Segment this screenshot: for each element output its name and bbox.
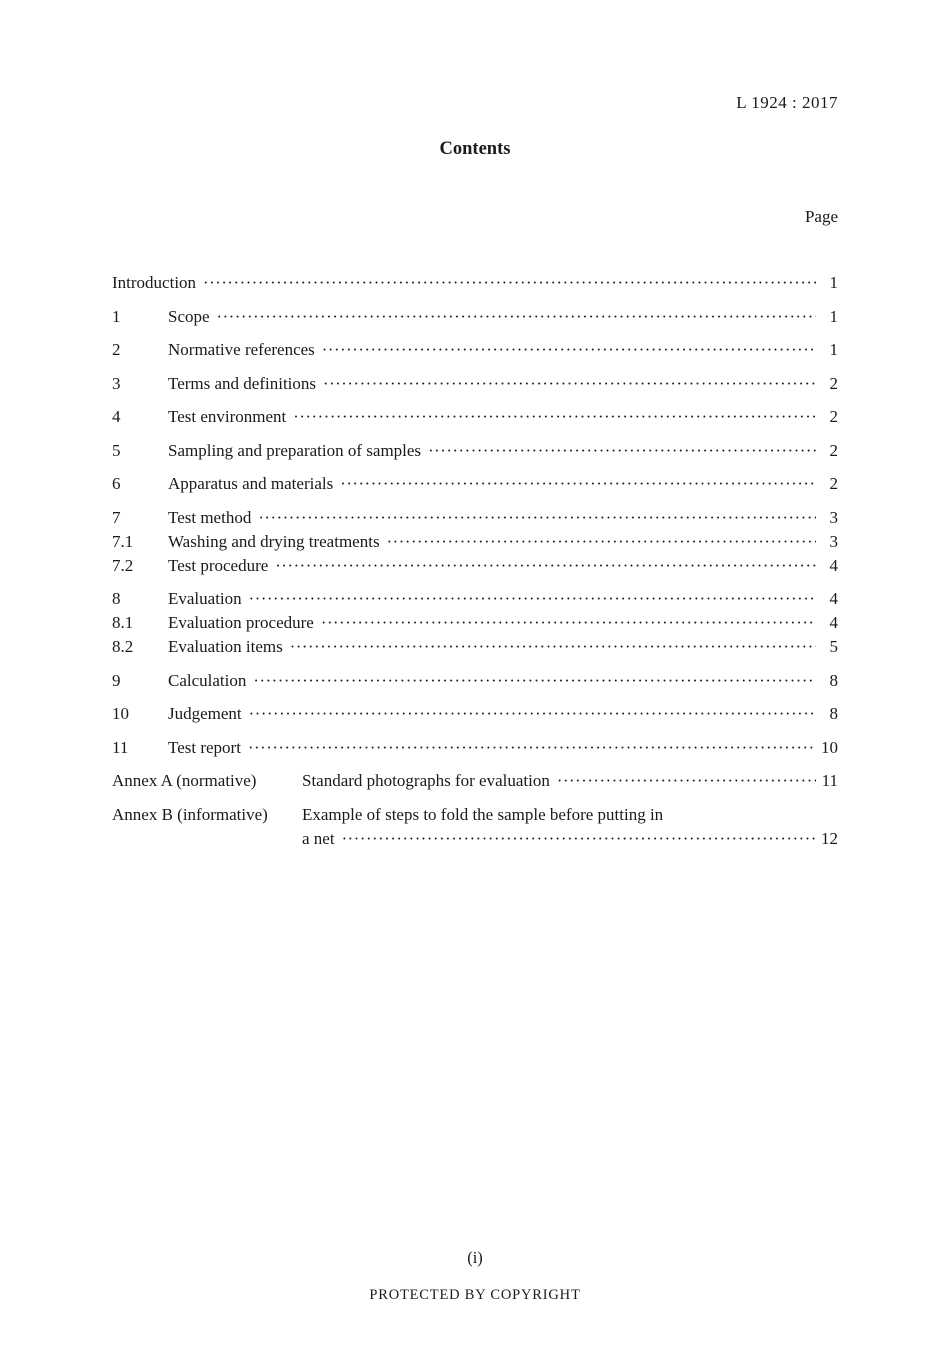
toc-entry-page: 2 [829,407,838,426]
toc-entry-calculation [112,671,838,691]
toc-entry-number: 5 [112,440,121,460]
toc-entry-page: 12 [821,828,838,848]
toc-entry-label: Introduction [112,273,197,292]
toc-entry-page: 2 [829,474,838,493]
toc-entry-page: 4 [829,555,838,575]
toc-entry-label: Sampling and preparation of samples [168,440,422,460]
toc-entry-page: 5 [829,637,838,656]
dot-leader [210,307,816,327]
toc-entry-test-procedure [112,556,838,576]
dot-leader [333,474,816,494]
dot-leader [242,589,816,609]
toc-entry-evaluation-procedure [112,613,838,633]
toc-entry-number: 10 [112,704,129,723]
toc-entry-number: 8.2 [112,637,134,656]
toc-entry-annex-b-line2 [112,829,838,849]
toc-entry-number: 7.1 [112,531,134,551]
toc-entry-label: Scope [168,306,210,326]
annex-name: Annex A (normative) [112,771,257,790]
dot-leader [550,771,816,791]
copyright-notice: PROTECTED BY COPYRIGHT [369,1287,581,1303]
toc-entry-washing-drying [112,532,838,552]
toc-entry-label: Calculation [168,670,247,690]
toc-entry-label: Evaluation items [168,637,283,656]
table-of-contents [112,273,838,849]
toc-entry-number: 2 [112,340,121,359]
toc-entry-introduction [112,273,838,293]
dot-leader [246,671,816,691]
annex-title-line1: Example of steps to fold the sample before putting in [302,804,664,824]
toc-entry-annex-a [112,771,838,791]
toc-entry-label: Terms and definitions [168,373,317,393]
toc-entry-number: 8 [112,589,121,608]
footer-page-number: (i) [467,1248,483,1267]
toc-entry-number: 4 [112,407,121,426]
toc-entry-page: 1 [829,306,838,326]
toc-entry-number: 7.2 [112,555,134,575]
annex-title: Standard photographs for evaluation [302,771,550,790]
toc-entry-evaluation-items [112,637,838,657]
toc-entry-page: 4 [829,589,838,608]
dot-leader [242,704,816,724]
dot-leader [421,441,816,461]
dot-leader [286,407,816,427]
annex-title-line2: a net [302,828,335,848]
dot-leader [314,613,816,633]
dot-leader [196,273,816,293]
dot-leader [268,556,816,576]
toc-entry-test-report [112,738,838,758]
standard-reference: L 1924 : 2017 [736,93,838,112]
annex-name: Annex B (informative) [112,804,268,824]
toc-entry-label: Test environment [168,407,287,426]
toc-entry-label: Test report [168,737,241,757]
toc-entry-number: 8.1 [112,613,134,632]
toc-entry-page: 2 [829,373,838,393]
dot-leader [315,340,816,360]
toc-entry-label: Normative references [168,340,315,359]
toc-entry-page: 3 [829,531,838,551]
toc-entry-page: 1 [829,273,838,292]
toc-entry-evaluation [112,589,838,609]
toc-entry-scope [112,307,838,327]
page-title: Contents [439,139,511,159]
toc-entry-label: Test method [168,507,252,527]
toc-entry-page: 8 [829,670,838,690]
toc-entry-terms-and-definitions [112,374,838,394]
toc-entry-page: 8 [829,704,838,723]
toc-entry-number: 11 [112,737,129,757]
toc-entry-normative-references [112,340,838,360]
toc-entry-page: 10 [821,737,838,757]
toc-entry-label: Washing and drying treatments [168,531,380,551]
toc-entry-test-environment [112,407,838,427]
dot-leader [251,508,816,528]
toc-entry-number: 3 [112,373,121,393]
dot-leader [335,829,816,849]
toc-entry-page: 2 [829,440,838,460]
dot-leader [316,374,816,394]
toc-entry-number: 9 [112,670,121,690]
toc-entry-annex-b-line1 [112,805,838,825]
toc-entry-label: Evaluation [168,589,242,608]
toc-entry-label: Evaluation procedure [168,613,314,632]
toc-entry-page: 11 [821,771,838,790]
toc-entry-sampling [112,441,838,461]
toc-entry-number: 6 [112,474,121,493]
page-column-label: Page [804,207,838,226]
toc-entry-apparatus-and-materials [112,474,838,494]
toc-entry-number: 7 [112,507,121,527]
toc-entry-label: Apparatus and materials [168,474,334,493]
dot-leader [241,738,816,758]
toc-entry-test-method [112,508,838,528]
dot-leader [380,532,816,552]
dot-leader [283,637,816,657]
toc-entry-label: Test procedure [168,555,269,575]
toc-entry-page: 4 [829,613,838,632]
toc-entry-page: 3 [829,507,838,527]
toc-entry-number: 1 [112,306,121,326]
toc-entry-label: Judgement [168,704,242,723]
toc-entry-judgement [112,704,838,724]
toc-entry-page: 1 [829,340,838,359]
